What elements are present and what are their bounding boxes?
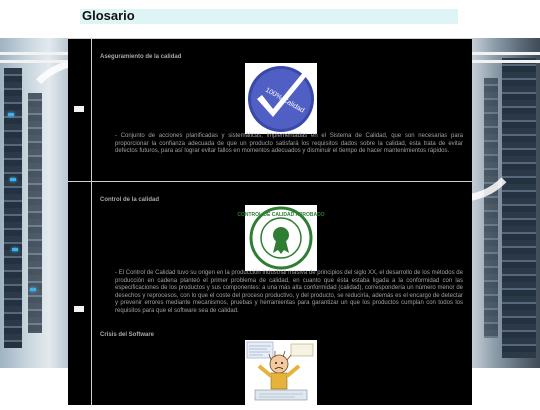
decorative-stripe <box>472 52 540 55</box>
decorative-stripe <box>0 60 70 63</box>
server-led <box>10 178 16 181</box>
decorative-right-panel <box>472 38 540 368</box>
glossary-frame <box>68 38 472 405</box>
header-band <box>80 9 458 24</box>
term-definition: - El Control de Calidad tuvo su origen en la producción industrial masiva de principios del siglo XX, el desarrollo de los métodos de producción en cadena planteó el primer problema de calidad, en cuanto que ésta estaba ligada a la conformidad con las especificaciones de los productos y sus componentes: a una más alta conformidad (calidad), correspondería un número menor de desechos y reprocesos, con lo que el coste del proceso productivo, y del producto, se reduciría, además es el encargo de detectar y prevenir errores mediante mecanismos, pruebas y herramientas para garantizar un que los productos cumplan con todos los requisitos para que el software sea de calidad. <box>115 270 463 314</box>
quality-badge-image <box>245 63 317 134</box>
server-led <box>8 113 14 116</box>
decorative-stripe <box>0 52 70 55</box>
nav-marker[interactable] <box>74 106 84 112</box>
crisis-cartoon-image <box>245 340 317 405</box>
frustrated-programmer-icon <box>245 340 317 405</box>
check-mark-icon <box>245 63 317 134</box>
seal-label: CONTROL DE CALIDAD APROBADO <box>237 212 325 218</box>
approval-seal-image <box>237 205 325 271</box>
glossary-content <box>92 38 472 405</box>
decorative-stripe <box>472 60 540 63</box>
term-title: Aseguramiento de la calidad <box>100 54 182 60</box>
badge-label: 100% Calidad <box>264 86 306 115</box>
navigation-column <box>68 38 92 405</box>
nav-marker[interactable] <box>74 306 84 312</box>
term-definition: - Conjunto de acciones planificadas y sistemáticas, implementadas en el Sistema de Calidad, que son necesarias para proporcionar la confianza adecuada de que un producto satisfará los requisitos dados sobre la calidad, esta trata de evitar defectos futuros, para así lograr evitar fallos en momentos adecuados y disminuir el tiempo de hacer mantenimientos rápidos. <box>115 133 463 154</box>
decorative-left-panel <box>0 38 70 368</box>
term-title: Control de la calidad <box>100 197 160 203</box>
page-title: Glosario <box>82 8 135 23</box>
server-led <box>30 288 36 291</box>
term-title: Crisis del Software <box>100 332 155 338</box>
server-led <box>12 248 18 251</box>
seal-icon <box>237 205 325 271</box>
